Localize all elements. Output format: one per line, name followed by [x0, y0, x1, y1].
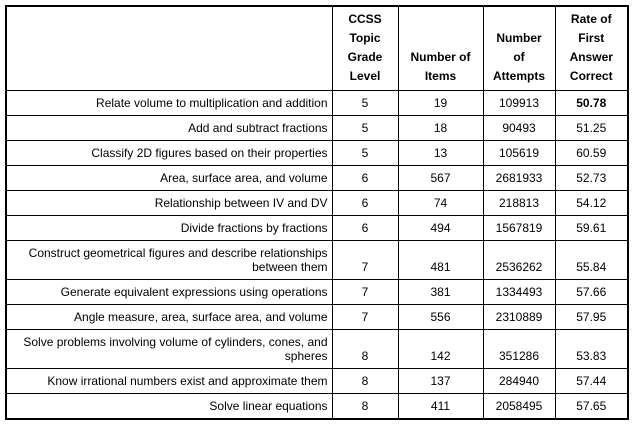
attempts-cell: 2058495: [483, 394, 555, 420]
topic-cell: Relationship between IV and DV: [6, 191, 332, 216]
grade-cell: 7: [332, 305, 398, 330]
items-cell: 494: [398, 216, 483, 241]
topic-cell: Classify 2D figures based on their properties: [6, 141, 332, 166]
items-cell: 556: [398, 305, 483, 330]
topic-cell: Know irrational numbers exist and approximate them: [6, 369, 332, 394]
rate-cell: 51.25: [555, 116, 628, 141]
rate-cell: 57.66: [555, 280, 628, 305]
table-row: [6, 305, 628, 330]
items-cell: 18: [398, 116, 483, 141]
topic-cell: Relate volume to multiplication and addition: [6, 91, 332, 116]
table-row: [6, 91, 628, 116]
items-cell: 137: [398, 369, 483, 394]
col-header-number-of-items: Number of Items: [398, 6, 483, 91]
topic-cell: Add and subtract fractions: [6, 116, 332, 141]
topic-cell: Divide fractions by fractions: [6, 216, 332, 241]
attempts-cell: 1567819: [483, 216, 555, 241]
attempts-cell: 284940: [483, 369, 555, 394]
rate-cell: 57.65: [555, 394, 628, 420]
attempts-cell: 105619: [483, 141, 555, 166]
attempts-cell: 218813: [483, 191, 555, 216]
grade-cell: 5: [332, 116, 398, 141]
items-cell: 567: [398, 166, 483, 191]
col-header-topic: [6, 6, 332, 91]
table-row: [6, 166, 628, 191]
table-row: [6, 369, 628, 394]
grade-cell: 7: [332, 241, 398, 280]
table-row: [6, 394, 628, 420]
topic-cell: Solve problems involving volume of cylinders, cones, and spheres: [6, 330, 332, 369]
grade-cell: 5: [332, 141, 398, 166]
topic-cell: Construct geometrical figures and describe relationships between them: [6, 241, 332, 280]
col-header-grade-level: CCSS Topic Grade Level: [332, 6, 398, 91]
items-cell: 142: [398, 330, 483, 369]
table-row: [6, 141, 628, 166]
topic-cell: Solve linear equations: [6, 394, 332, 420]
items-cell: 411: [398, 394, 483, 420]
grade-cell: 8: [332, 330, 398, 369]
rate-cell: 50.78: [555, 91, 628, 116]
grade-cell: 6: [332, 216, 398, 241]
rate-cell: 59.61: [555, 216, 628, 241]
attempts-cell: 90493: [483, 116, 555, 141]
items-cell: 13: [398, 141, 483, 166]
items-cell: 74: [398, 191, 483, 216]
table-row: [6, 280, 628, 305]
attempts-cell: 1334493: [483, 280, 555, 305]
topic-cell: Generate equivalent expressions using operations: [6, 280, 332, 305]
attempts-cell: 109913: [483, 91, 555, 116]
table-row: [6, 241, 628, 280]
attempts-cell: 351286: [483, 330, 555, 369]
grade-cell: 8: [332, 394, 398, 420]
grade-cell: 7: [332, 280, 398, 305]
table-row: [6, 116, 628, 141]
table-row: [6, 330, 628, 369]
table-row: [6, 191, 628, 216]
topic-cell: Angle measure, area, surface area, and volume: [6, 305, 332, 330]
header-row: [6, 6, 628, 91]
rate-cell: 52.73: [555, 166, 628, 191]
col-header-number-of-attempts: Number of Attempts: [483, 6, 555, 91]
ccss-topic-stats-table: [5, 5, 629, 420]
attempts-cell: 2681933: [483, 166, 555, 191]
rate-cell: 53.83: [555, 330, 628, 369]
items-cell: 19: [398, 91, 483, 116]
rate-cell: 57.44: [555, 369, 628, 394]
grade-cell: 8: [332, 369, 398, 394]
attempts-cell: 2310889: [483, 305, 555, 330]
col-header-rate-first-answer-correct: Rate of First Answer Correct: [555, 6, 628, 91]
grade-cell: 5: [332, 91, 398, 116]
grade-cell: 6: [332, 166, 398, 191]
items-cell: 381: [398, 280, 483, 305]
rate-cell: 60.59: [555, 141, 628, 166]
attempts-cell: 2536262: [483, 241, 555, 280]
topic-cell: Area, surface area, and volume: [6, 166, 332, 191]
rate-cell: 54.12: [555, 191, 628, 216]
grade-cell: 6: [332, 191, 398, 216]
rate-cell: 55.84: [555, 241, 628, 280]
items-cell: 481: [398, 241, 483, 280]
table-row: [6, 216, 628, 241]
rate-cell: 57.95: [555, 305, 628, 330]
